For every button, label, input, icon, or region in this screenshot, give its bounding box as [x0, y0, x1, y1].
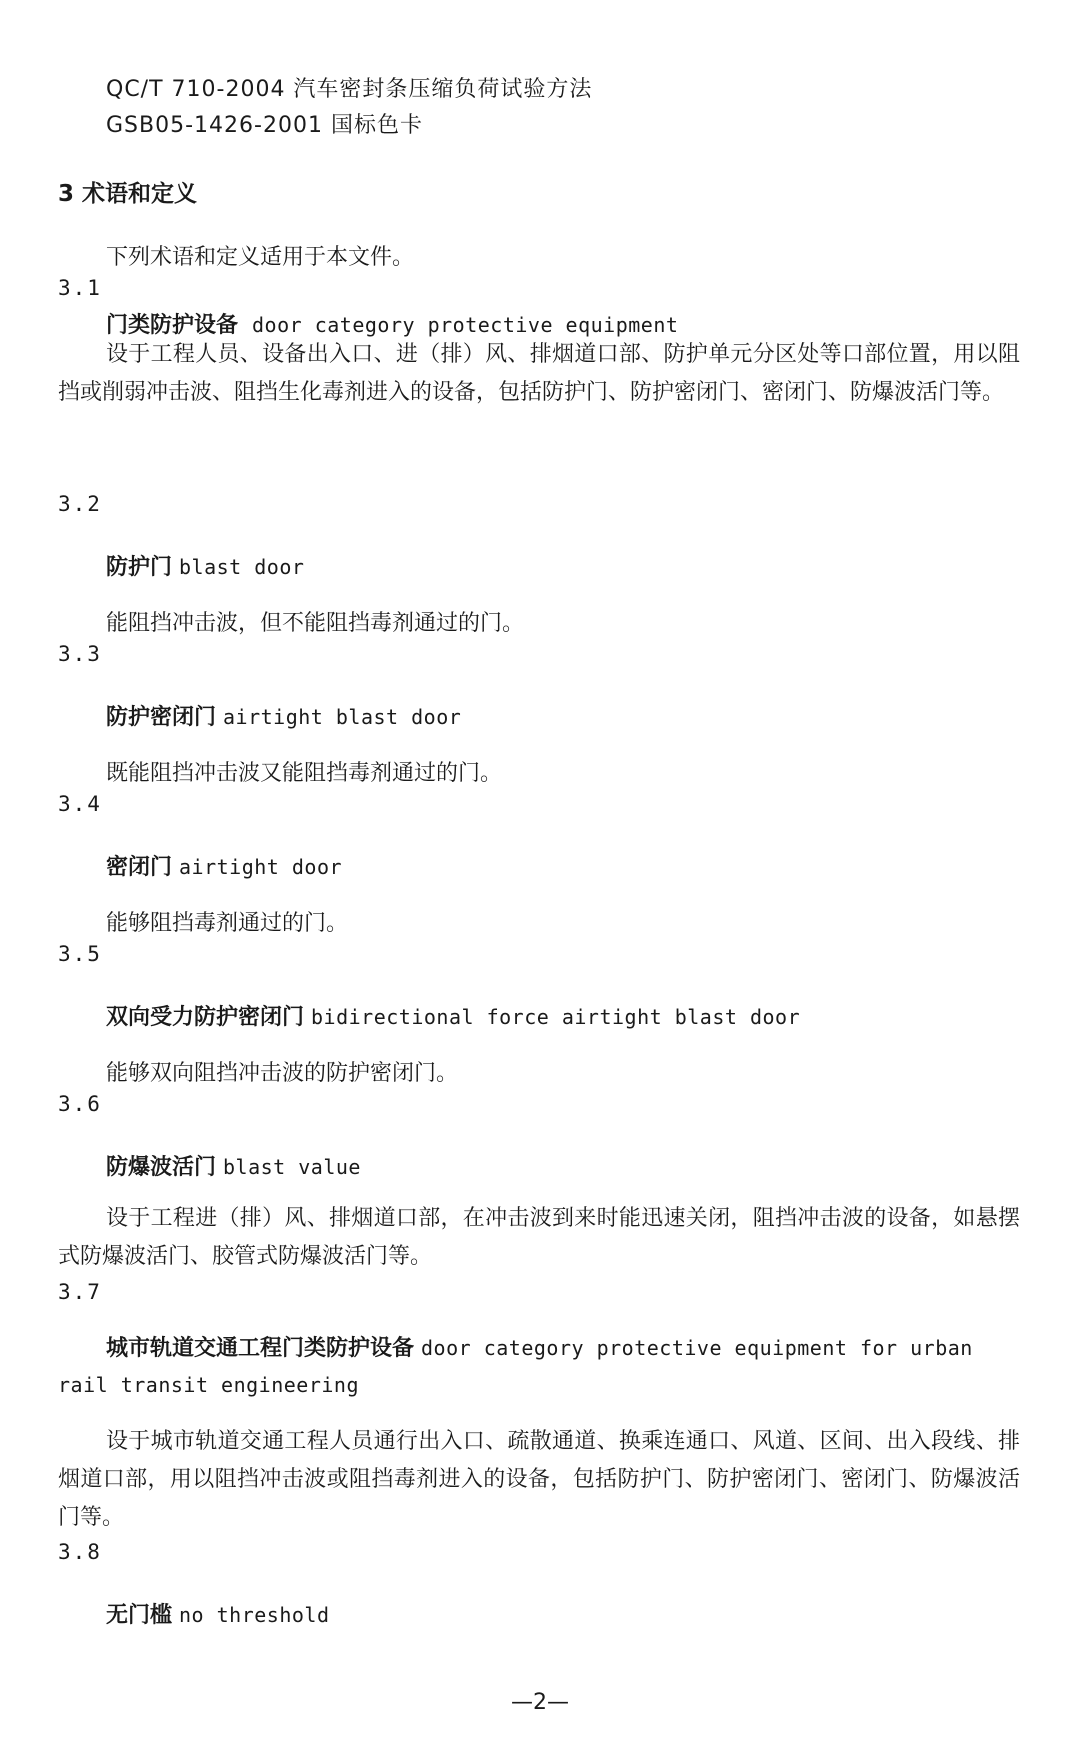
term-title	[106, 1150, 361, 1181]
term-en: airtight door	[179, 855, 343, 879]
term-title	[106, 850, 342, 881]
term-title	[58, 1330, 1020, 1404]
term-zh: 防护密闭门	[106, 705, 217, 730]
section-intro: 下列术语和定义适用于本文件。	[106, 245, 415, 270]
term-title	[106, 308, 678, 339]
term-en: blast door	[179, 555, 305, 579]
term-definition: 设于工程人员、设备出入口、进（排）风、排烟道口部、防护单元分区处等口部位置，用以阻挡或削弱冲击波、阻挡生化毒剂进入的设备，包括防护门、防护密闭门、密闭门、防爆波活门等。	[58, 342, 1020, 405]
term-zh: 防爆波活门	[106, 1155, 217, 1180]
term-en: no threshold	[179, 1603, 330, 1627]
term-zh: 双向受力防护密闭门	[106, 1005, 305, 1030]
term-en: blast value	[223, 1155, 361, 1179]
term-zh: 密闭门	[106, 855, 173, 880]
clause-number: 3.1	[58, 276, 102, 300]
clause-number: 3.8	[58, 1540, 102, 1564]
term-definition: 设于工程进（排）风、排烟道口部，在冲击波到来时能迅速关闭，阻挡冲击波的设备，如悬摆式防爆波活门、胶管式防爆波活门等。	[58, 1206, 1020, 1269]
clause-number: 3.2	[58, 492, 102, 516]
term-definition: 能够阻挡毒剂通过的门。	[106, 911, 349, 936]
term-title	[106, 700, 461, 731]
clause-number: 3.6	[58, 1092, 102, 1116]
term-definition: 能阻挡冲击波，但不能阻挡毒剂通过的门。	[106, 611, 525, 636]
term-definition: 能够双向阻挡冲击波的防护密闭门。	[106, 1061, 459, 1086]
term-title	[106, 550, 304, 581]
term-en: door category protective equipment for urban rail transit engineering	[58, 1336, 973, 1397]
term-en: bidirectional force airtight blast door	[311, 1005, 801, 1029]
clause-number: 3.4	[58, 792, 102, 816]
reference-line: GSB05-1426-2001 国标色卡	[106, 113, 423, 138]
page-number: —2—	[511, 1690, 569, 1715]
section-heading: 3 术语和定义	[58, 181, 198, 207]
term-en: airtight blast door	[223, 705, 462, 729]
term-definition: 既能阻挡冲击波又能阻挡毒剂通过的门。	[106, 761, 503, 786]
reference-line: QC/T 710-2004 汽车密封条压缩负荷试验方法	[106, 77, 593, 102]
term-title	[106, 1000, 800, 1031]
term-title	[106, 1598, 330, 1629]
term-definition: 设于城市轨道交通工程人员通行出入口、疏散通道、换乘连通口、风道、区间、出入段线、排烟道口部，用以阻挡冲击波或阻挡毒剂进入的设备，包括防护门、防护密闭门、密闭门、防爆波活门等。	[58, 1429, 1020, 1530]
term-zh: 无门槛	[106, 1603, 173, 1628]
clause-number: 3.5	[58, 942, 102, 966]
term-zh: 城市轨道交通工程门类防护设备	[106, 1336, 415, 1361]
term-zh: 门类防护设备	[106, 313, 239, 338]
term-en: door category protective equipment	[252, 313, 679, 337]
clause-number: 3.7	[58, 1280, 102, 1304]
term-zh: 防护门	[106, 555, 173, 580]
clause-number: 3.3	[58, 642, 102, 666]
